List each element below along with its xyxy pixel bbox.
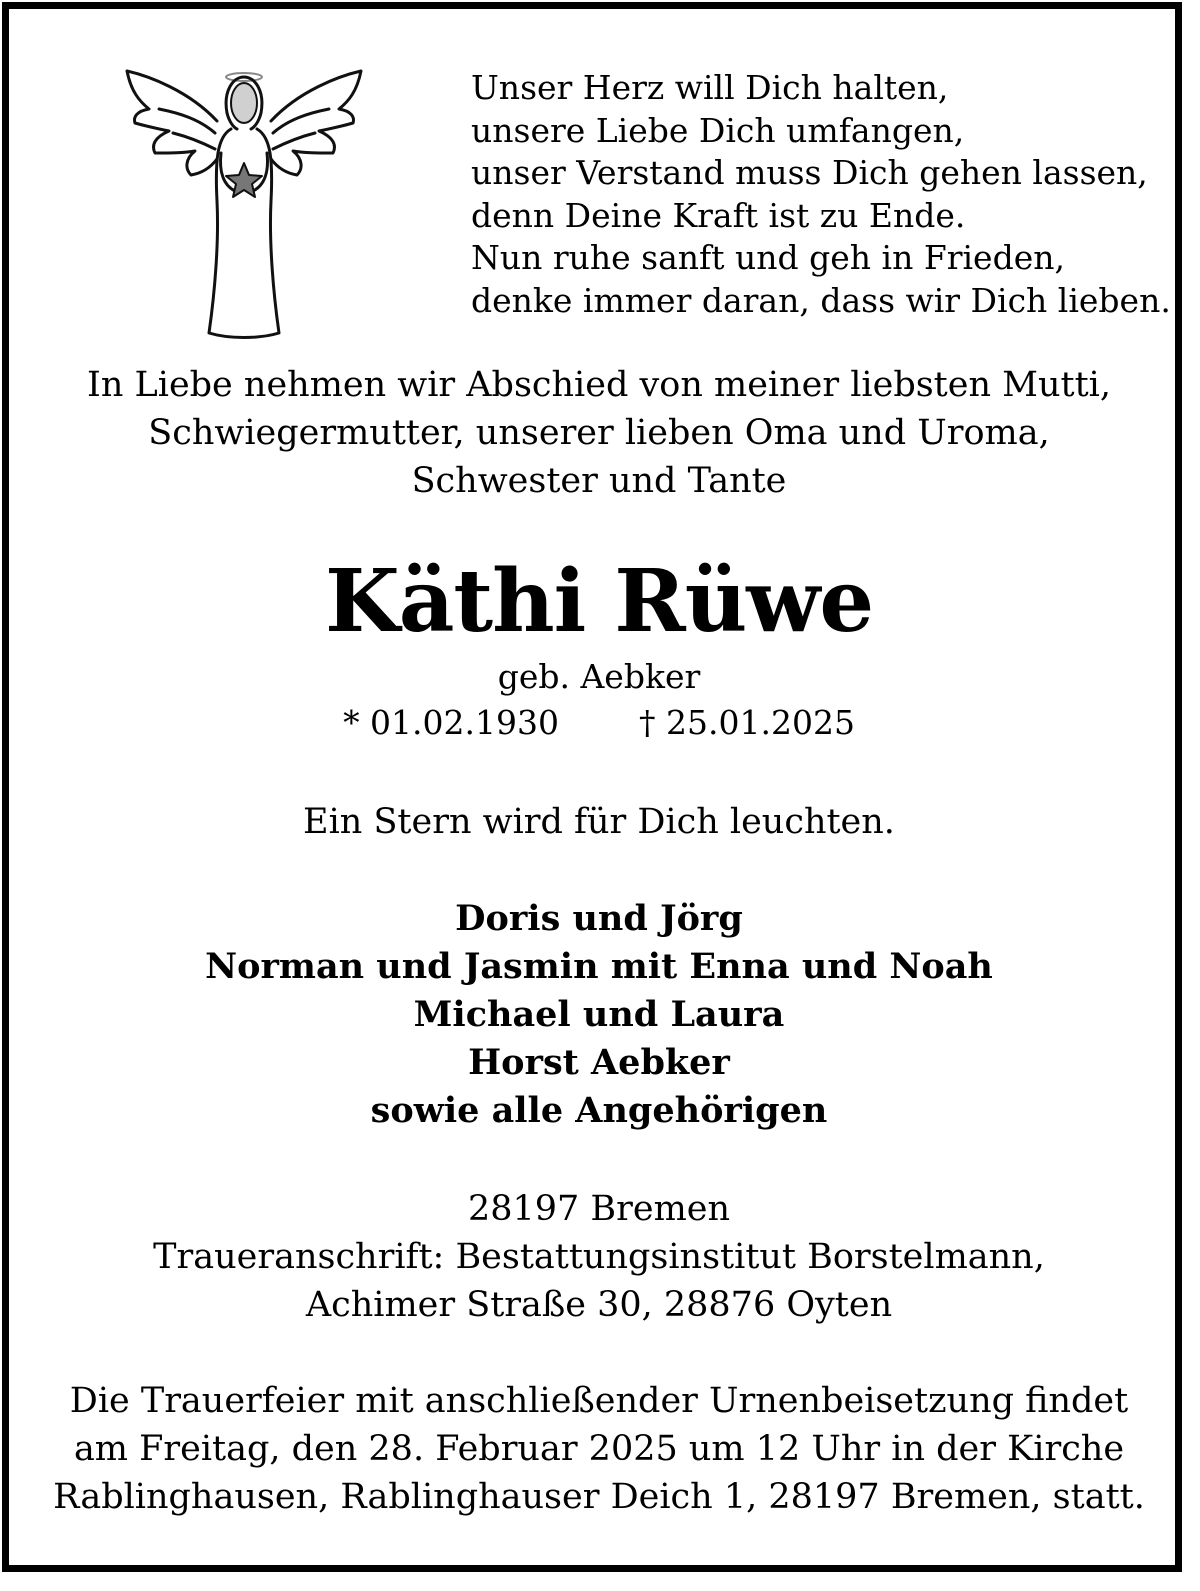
birth-name: geb. Aebker xyxy=(497,657,701,696)
ceremony-line: Rablinghausen, Rablinghauser Deich 1, 28197 Bremen, statt. xyxy=(53,1477,1145,1517)
ceremony-line: Die Trauerfeier mit anschließender Urnenbeisetzung findet xyxy=(69,1381,1129,1421)
address-line: 28197 Bremen xyxy=(467,1189,731,1229)
intro-line: In Liebe nehmen wir Abschied von meiner liebsten Mutti, xyxy=(87,365,1111,405)
poem xyxy=(471,67,1171,322)
motto: Ein Stern wird für Dich leuchten. xyxy=(303,802,895,842)
poem-line: Unser Herz will Dich halten, xyxy=(471,68,949,107)
family-line: Horst Aebker xyxy=(468,1042,730,1083)
family-line: Doris und Jörg xyxy=(455,898,743,939)
ceremony-line: am Freitag, den 28. Februar 2025 um 12 Uhr in der Kirche xyxy=(73,1429,1125,1469)
life-dates xyxy=(9,701,1189,745)
intro-line: Schwiegermutter, unserer lieben Oma und Uroma, xyxy=(148,413,1050,453)
family-line: Michael und Laura xyxy=(413,994,785,1035)
poem-line: unsere Liebe Dich umfangen, xyxy=(471,110,965,150)
deceased-name: Käthi Rüwe xyxy=(324,551,874,652)
ceremony-info xyxy=(9,1377,1189,1521)
poem-line: denn Deine Kraft ist zu Ende. xyxy=(471,195,966,235)
address-line: Achimer Straße 30, 28876 Oyten xyxy=(305,1285,893,1325)
obituary-frame xyxy=(2,2,1182,1572)
mourning-address xyxy=(9,1185,1189,1329)
intro-text xyxy=(9,361,1189,505)
poem-line: Nun ruhe sanft und geh in Frieden, xyxy=(471,238,1065,277)
angel-icon xyxy=(119,61,369,341)
address-line: Traueranschrift: Bestattungsinstitut Borstelmann, xyxy=(153,1237,1045,1277)
family-signatures xyxy=(9,895,1189,1135)
intro-line: Schwester und Tante xyxy=(411,461,787,501)
death-date: † 25.01.2025 xyxy=(639,703,855,742)
poem-line: denke immer daran, dass wir Dich lieben. xyxy=(471,280,1171,320)
birth-date: * 01.02.1930 xyxy=(343,703,559,742)
family-line: sowie alle Angehörigen xyxy=(370,1090,828,1131)
family-line: Norman und Jasmin mit Enna und Noah xyxy=(205,946,993,987)
poem-line: unser Verstand muss Dich gehen lassen, xyxy=(471,153,1148,192)
